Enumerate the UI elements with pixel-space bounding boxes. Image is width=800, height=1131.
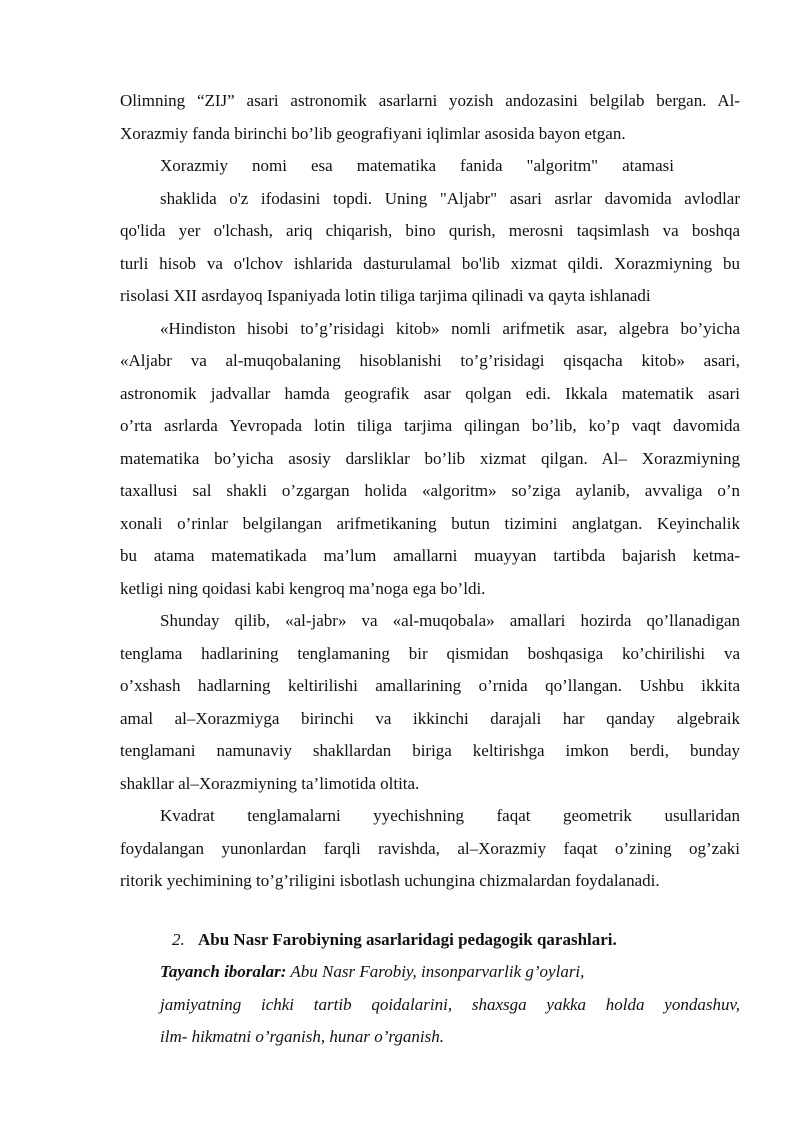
paragraph-line: taxallusi sal shakli o’zgargan holida «algoritm» so’ziga aylanib, avvaliga o’n [120, 481, 740, 500]
paragraph-line: Xorazmiy nomi esa matematika fanida "algoritm" atamasi [160, 156, 674, 175]
paragraph-line: tenglamani namunaviy shakllardan biriga keltirishga imkon berdi, bunday [120, 741, 740, 760]
paragraph-line: Kvadrat tenglamalarni yyechishning faqat geometrik usullaridan [160, 806, 740, 825]
paragraph-line: turli hisob va o'lchov ishlarida dasturulamal bo'lib xizmat qildi. Xorazmiyning bu [120, 253, 740, 273]
paragraph-line: Shunday qilib, «al-jabr» va «al-muqobala» amallari hozirda qo’llanadigan [160, 611, 740, 630]
paragraph-line: xonali o’rinlar belgilangan arifmetikaning butun tizimini anglatgan. Keyinchalik [120, 513, 740, 533]
paragraph-line: o’rta asrlarda Yevropada lotin tiliga tarjima qilingan bo’lib, ko’p vaqt davomida [120, 416, 740, 435]
section-title: Abu Nasr Farobiyning asarlaridagi pedagogik qarashlari. [198, 929, 617, 949]
paragraph-line: Olimning “ZIJ” asari astronomik asarlarni yozish andozasini belgilab bergan. Al- [120, 91, 740, 110]
paragraph-line: «Hindiston hisobi to’g’risidagi kitob» nomli arifmetik asar, algebra bo’yicha [160, 318, 740, 338]
paragraph-line: o’xshash hadlarning keltirilishi amallarining o’rnida qo’llangan. Ushbu ikkita [120, 676, 740, 695]
paragraph-line: ketligi ning qoidasi kabi kengroq ma’noga ega bo’ldi. [120, 578, 486, 598]
paragraph-line: astronomik jadvallar hamda geografik asar qolgan edi. Ikkala matematik asari [120, 383, 740, 403]
section-heading [120, 924, 740, 957]
paragraph-line: qo'lida yer o'lchash, ariq chiqarish, bino qurish, merosni taqsimlash va boshqa [120, 221, 740, 240]
keywords-label: Tayanch iboralar: [160, 962, 287, 981]
paragraph-line: risolasi XII asrdayoq Ispaniyada lotin tiliga tarjima qilinadi va qayta ishlanadi [120, 286, 651, 305]
paragraph-line: matematika bo’yicha asosiy darsliklar bo’lib xizmat qilgan. Al– Xorazmiyning [120, 448, 740, 468]
paragraph-line: foydalangan yunonlardan farqli ravishda, al–Xorazmiy faqat o’zining og’zaki [120, 838, 740, 858]
keywords-line: ilm- hikmatni o’rganish, hunar o’rganish. [160, 1027, 444, 1046]
paragraph-line: tenglama hadlarining tenglamaning bir qismidan boshqasiga ko’chirilishi va [120, 643, 740, 663]
paragraph-line: Xorazmiy fanda birinchi bo’lib geografiyani iqlimlar asosida bayon etgan. [120, 123, 626, 143]
paragraph-line: amal al–Xorazmiyga birinchi va ikkinchi darajali har qanday algebraik [120, 708, 740, 728]
paragraph-line: «Aljabr va al-muqobalaning hisoblanishi to’g’risidagi qisqacha kitob» asari, [120, 351, 740, 370]
keywords-line: jamiyatning ichki tartib qoidalarini, shaxsga yakka holda yondashuv, [160, 994, 740, 1014]
section-gap [120, 898, 740, 924]
keywords-line [120, 956, 740, 989]
keywords-text: Abu Nasr Farobiy, insonparvarlik g’oylari, [290, 962, 585, 981]
paragraph-line: shakllar al–Xorazmiyning ta’limotida oltita. [120, 773, 420, 793]
paragraph-line: shaklida o'z ifodasini topdi. Uning "Aljabr" asari asrlar davomida avlodlar [160, 188, 740, 208]
paragraph-line: ritorik yechimining to’g’riligini isbotlash uchungina chizmalardan foydalanadi. [120, 871, 660, 890]
section-number: 2. [172, 929, 185, 949]
paragraph-line: bu atama matematikada ma’lum amallarni muayyan tartibda bajarish ketma- [120, 546, 740, 565]
document-page [120, 85, 740, 1054]
